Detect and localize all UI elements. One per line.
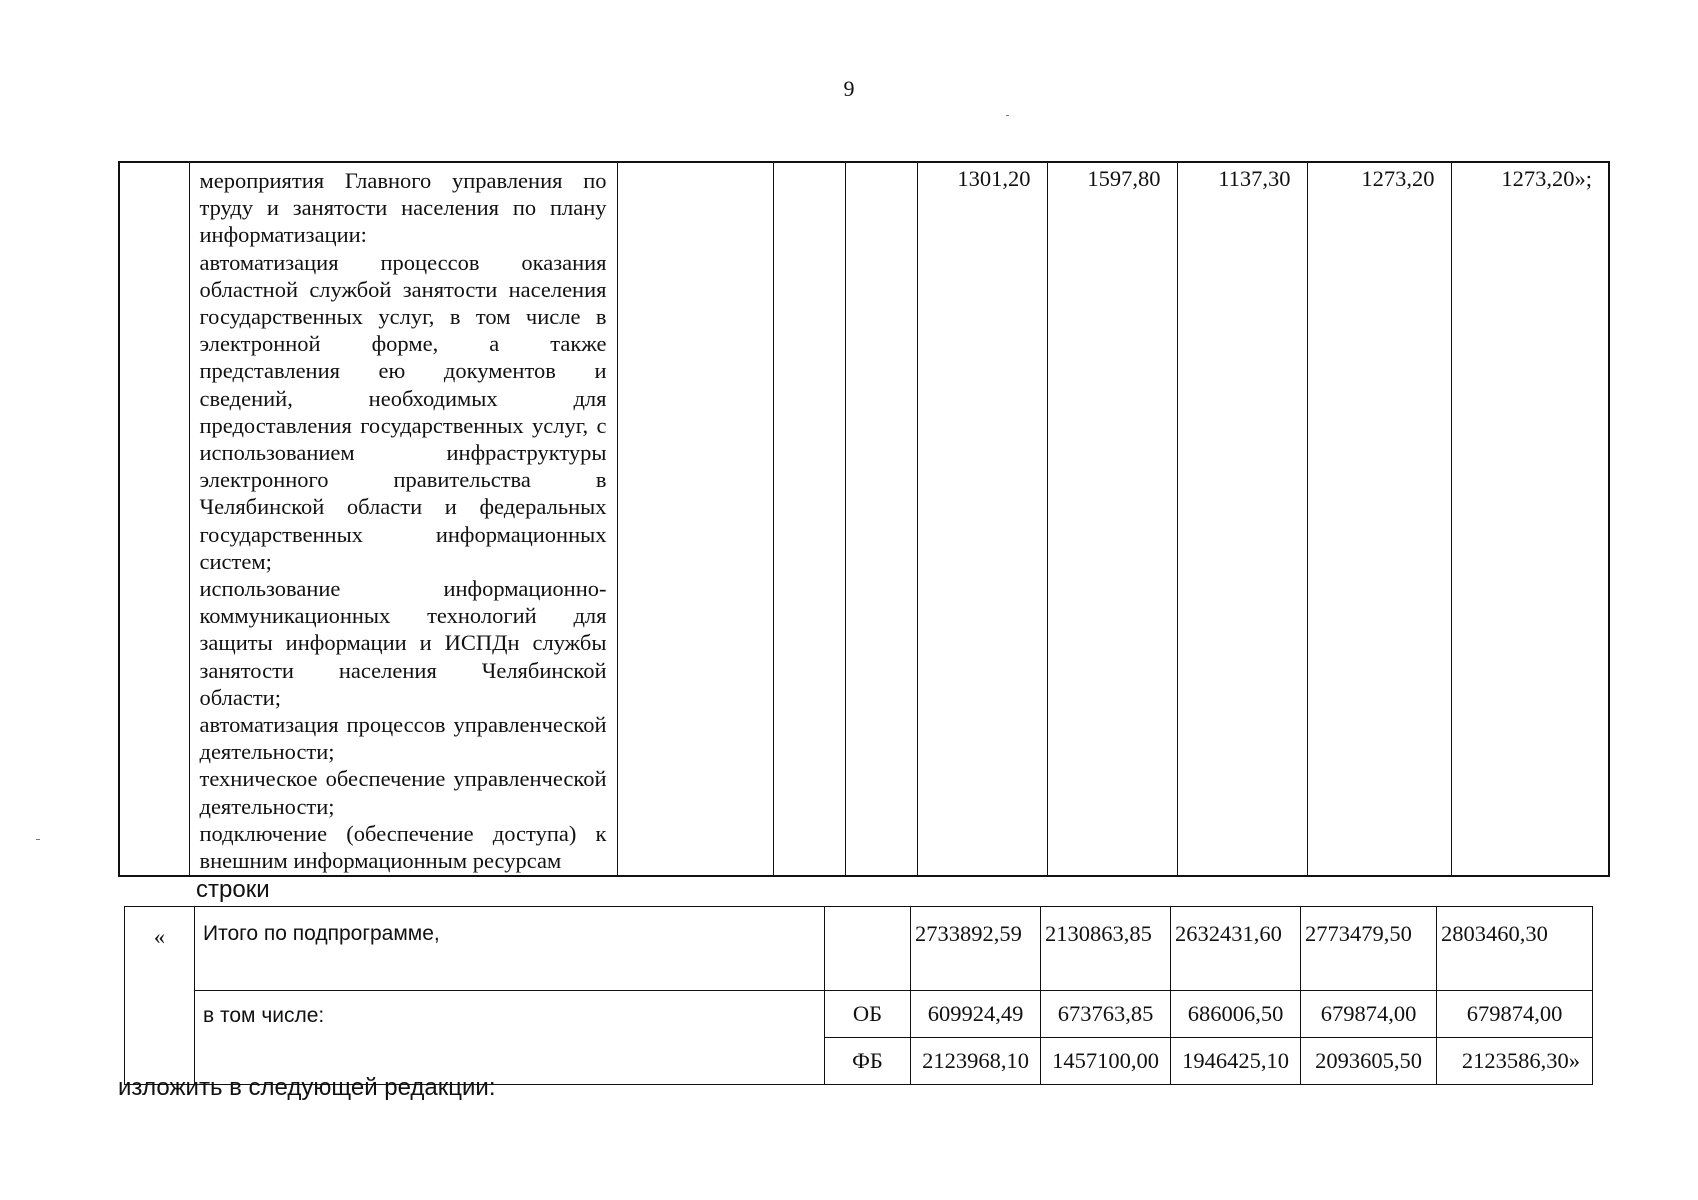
fb-value-cell: 2093605,50	[1301, 1038, 1437, 1085]
value-cell: 1273,20»;	[1451, 162, 1609, 876]
scan-speck	[36, 839, 40, 840]
description-paragraph: автоматизация процессов оказания областной службой занятости населения государственных услуг, в том числе в электронной форме, а также представления ею документов и сведений, необходимых для предоставления государственных услуг, с использованием инфраструктуры электронного правительства в Челябинской области и федеральных государственных информационных систем;	[199, 249, 607, 574]
table-row	[119, 162, 1609, 876]
footer-instruction: изложить в следующей редакции:	[118, 1074, 496, 1101]
empty-cell	[825, 907, 911, 991]
empty-cell	[773, 162, 845, 876]
description-paragraph: мероприятия Главного управления по труду и занятости населения по плану информатизации:	[199, 168, 607, 248]
subprogram-totals-table	[124, 906, 1593, 1085]
budget-code-cell: ОБ	[825, 991, 911, 1038]
ob-value-cell: 609924,49	[911, 991, 1041, 1038]
total-value-cell: 2733892,59	[911, 907, 1041, 991]
label-stroki: строки	[196, 876, 270, 903]
total-value-cell: 2773479,50	[1301, 907, 1437, 991]
measure-description-cell	[189, 162, 617, 876]
total-value-cell: 2803460,30	[1437, 907, 1593, 991]
ob-value-cell: 679874,00	[1437, 991, 1593, 1038]
empty-cell	[617, 162, 773, 876]
table-row-ob	[125, 991, 1593, 1038]
fb-value-cell: 1457100,00	[1041, 1038, 1171, 1085]
ob-value-cell: 679874,00	[1301, 991, 1437, 1038]
value-cell: 1273,20	[1307, 162, 1451, 876]
fb-value-cell: 2123968,10	[911, 1038, 1041, 1085]
fb-value-cell: 1946425,10	[1171, 1038, 1301, 1085]
value-cell: 1137,30	[1177, 162, 1307, 876]
open-quote-cell: «	[125, 907, 195, 1085]
empty-cell	[845, 162, 917, 876]
page-number: 9	[843, 76, 855, 101]
description-paragraph: использование информационно-коммуникационных технологий для защиты информации и ИСПДн службы занятости населения Челябинской области;	[199, 576, 607, 710]
measures-table	[118, 161, 1610, 877]
description-paragraph: автоматизация процессов управленческой деятельности;	[199, 712, 607, 765]
description-paragraph: подключение (обеспечение доступа) к внешним информационным ресурсам	[199, 820, 607, 874]
total-value-cell: 2632431,60	[1171, 907, 1301, 991]
table-row-total	[125, 907, 1593, 991]
total-value-cell: 2130863,85	[1041, 907, 1171, 991]
budget-code-cell: ФБ	[825, 1038, 911, 1085]
description-paragraph: техническое обеспечение управленческой деятельности;	[199, 766, 607, 819]
value-cell: 1301,20	[917, 162, 1047, 876]
value-cell: 1597,80	[1047, 162, 1177, 876]
row-number-cell	[119, 162, 189, 876]
ob-value-cell: 686006,50	[1171, 991, 1301, 1038]
fb-value-cell: 2123586,30»	[1437, 1038, 1593, 1085]
including-label-cell: в том числе:	[195, 991, 825, 1085]
total-label-cell: Итого по подпрограмме,	[195, 907, 825, 991]
ob-value-cell: 673763,85	[1041, 991, 1171, 1038]
scan-speck	[1006, 115, 1009, 116]
